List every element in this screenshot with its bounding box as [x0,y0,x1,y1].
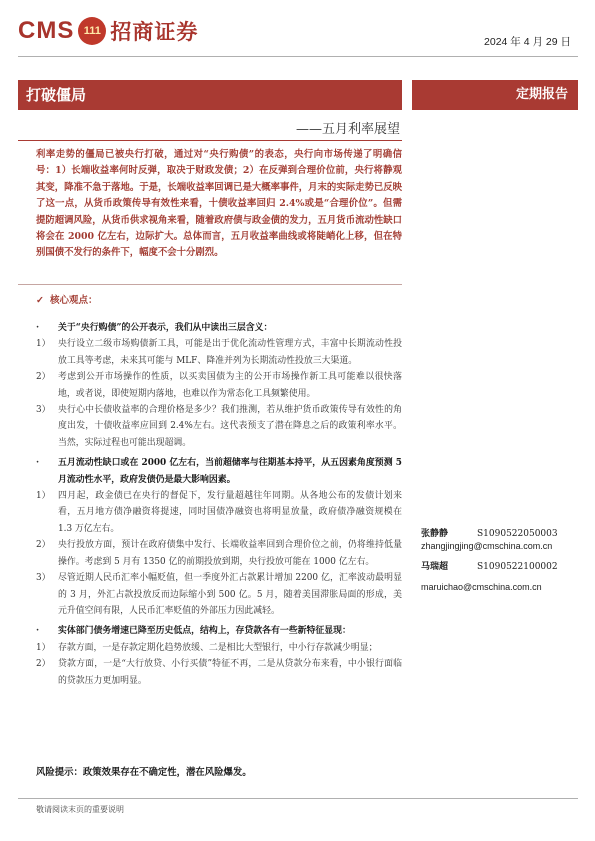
logo-badge-icon: 111 [78,17,106,45]
list-marker: 3） [36,405,51,416]
list-marker: 2） [36,372,51,383]
logo-chinese-text: 招商证券 [110,19,199,44]
list-marker: 1） [36,339,51,350]
summary-divider [18,284,402,285]
header-divider [18,56,578,57]
list-item-text: 实体部门债务增速已降至历史低点，结构上，存贷款各有一些新特征显现： [58,626,351,637]
list-item [36,402,402,451]
section-heading [36,623,402,639]
list-marker: 1） [36,642,51,653]
report-title: 打破僵局 [18,80,402,110]
author-1-id: S1090522050003 [477,529,558,539]
list-marker: · [36,626,40,637]
report-date: 2024 年 4 月 29 日 [484,36,571,48]
list-item [36,369,402,402]
list-marker: 3） [36,573,51,584]
list-item [36,488,402,537]
list-item-text: 央行心中长债收益率的合理价格是多少？我们推测，若从维护货币政策传导有效性的角度出发，十债收益率应回到 2.4%左右。这代表预支了潜在降息之后的政策利率水平。当然，实际过程也可能出现超调。 [58,405,402,448]
section-heading [36,455,402,488]
author-2 [421,559,558,572]
core-views-title: 核心观点： [49,295,98,306]
list-item-text: 四月起，政金债已在央行的督促下，发行量超越往年同期。从各地公布的发债计划来看，五月地方债净融资将提速，同时国债净融资也将明显放量，政府债净融资规模在 1.3 万亿左右。 [58,491,402,534]
list-item [36,656,402,689]
core-views-list [36,320,402,689]
author-1-name: 张静静 [421,529,449,539]
list-item [36,336,402,369]
section-heading [36,320,402,336]
author-2-name: 马瑞超 [421,562,449,572]
list-item-text: 五月流动性缺口或在 2000 亿左右，当前超储率与往期基本持平，从五因素角度预测 5 月流动性水平，政府发债仍是最大影响因素。 [58,458,402,485]
list-item-text: 考虑到公开市场操作的性质，以买卖国债为主的公开市场操作新工具可能难以很快落地，或者说，即使短期内落地，也难以作为常态化工具频繁使用。 [58,372,402,399]
report-subtitle: ——五月利率展望 [295,122,400,137]
company-logo [18,16,198,46]
author-2-email[interactable]: maruichao@cmschina.com.cn [421,582,542,592]
subtitle-divider [18,140,402,141]
summary-paragraph: 利率走势的僵局已被央行打破，通过对“央行购债”的表态，央行向市场传递了明确信号：1）长端收益率何时反弹，取决于财政发债；2）在反弹到合理价位前，央行将静观其变，降准不急于落地。于是，长端收益率回调已是大概率事件，月末的实际走势已反映了这一点，从货币政策传导有效性来看，十债收益率回归 2.4%或是“合理价位”。但需提防超调风险，从货币供求视角来看，随着政府债与政金债的发力，五月货币流动性缺口将会在 2000 亿左右，边际扩大。总体而言，五月收益率曲线或将陡峭化上移，但在特别国债不发行的条件下，幅度不会十分剧烈。 [36,149,402,259]
list-item-text: 央行设立二级市场购债新工具，可能是出于优化流动性管理方式，丰富中长期流动性投放工具等考虑，未来其可能与 MLF、降准并列为长期流动性投放三大渠道。 [58,339,402,366]
list-marker: 2） [36,540,51,551]
footer-divider [18,798,578,799]
list-item-text: 关于“央行购债”的公开表示，我们从中读出三层含义： [58,323,273,333]
list-item [36,537,402,570]
list-marker: 2） [36,659,51,670]
author-2-id: S1090522100002 [477,562,558,572]
footer-note: 敬请阅读末页的重要说明 [36,805,124,814]
list-marker: · [36,323,40,333]
list-item-text: 尽管近期人民币汇率小幅贬值，但一季度外汇占款累计增加 2200 亿，汇率波动最明显的 3 月，外汇占款投放反而边际缩小到 500 亿。5 月，随着美国滞胀局面的形成，美元升值空间有限，人民币汇率贬值的外部压力因此减轻。 [58,573,402,616]
checkmark-icon: ✓ [36,295,44,306]
author-1 [421,526,558,539]
list-marker: · [36,458,40,469]
author-1-email[interactable]: zhangjingjing@cmschina.com.cn [421,541,553,551]
list-item [36,640,402,656]
list-marker: 1） [36,491,51,502]
list-item [36,570,402,619]
core-views-heading [36,292,97,306]
report-type-label: 定期报告 [412,80,578,110]
list-item-text: 存款方面，一是存款定期化趋势放缓、二是相比大型银行，中小行存款减少明显； [58,642,378,653]
risk-warning: 风险提示：政策效果存在不确定性，潜在风险爆发。 [36,767,252,778]
list-item-text: 央行投放方面，预计在政府债集中发行、长端收益率回到合理价位之前，仍将维持低量操作。考虑到 5 月有 1350 亿的前期投放到期，央行投放可能在 1000 亿左右。 [58,540,402,567]
logo-latin-text: CMS [18,17,75,44]
list-item-text: 贷款方面，一是“大行放贷、小行买债”特征不再，二是从贷款分布来看，中小银行面临的贷款压力更加明显。 [58,659,402,686]
